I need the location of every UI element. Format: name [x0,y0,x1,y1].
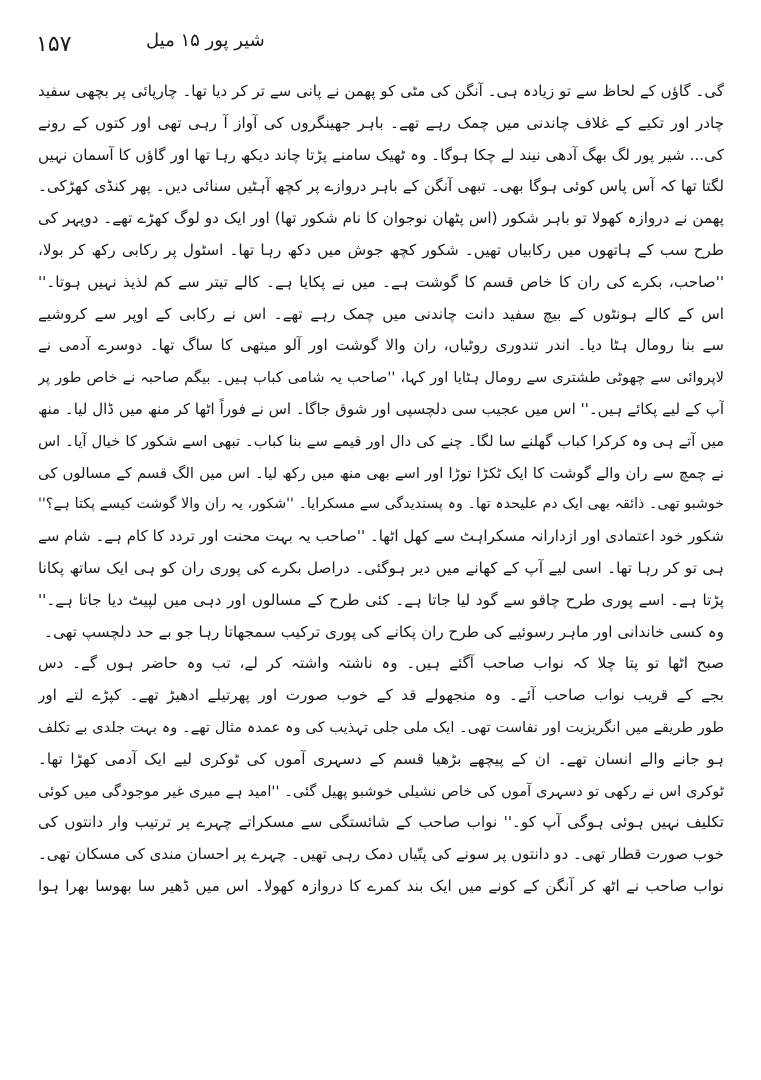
text-line: خوب صورت قطار تھی۔ دو دانتوں پر سونے کی پتّیاں دمک رہی تھیں۔ چہرے پر احسان مندی کی مسکان تھی۔ [38,845,724,864]
text-line: طور طریقے میں انگریزیت اور نفاست تھی۔ ایک ملی جلی تہذیب کی وہ عمدہ مثال تھے۔ وہ بہت جلدی بے تکلف [38,718,724,736]
text-line: ''صاحب، بکرے کی ران کا خاص قسم کا گوشت ہے۔ میں نے پکایا ہے۔ کالے تیتر سے کم لذیذ نہیں ہوتا۔'' [38,272,724,291]
text-line: کی... شیر پور لگ بھگ آدھی نیند لے چکا ہوگا۔ وہ ٹھیک سامنے پڑتا چاند دیکھ رہا تھا اور گاؤں کا آسمان نہیں [38,145,724,164]
text-line: سے بنا رومال ہٹا دیا۔ اندر تندوری روٹیاں، ران والا گوشت اور آلو میتھی کا ساگ تھا۔ دوسرے آدمی نے [38,336,724,355]
text-line: طرح سب کے ہاتھوں میں رکابیاں تھیں۔ شکور کچھ جوش میں دکھ رہا تھا۔ اسٹول پر رکابی رکھ کر بولا، [38,240,724,259]
page-header [34,30,727,60]
text-line: چادر اور تکیے کے غلاف چاندنی میں چمک رہے تھے۔ باہر جھینگروں کی آواز آ رہی تھی اور کتوں کے رونے [38,113,724,132]
text-line: ہو جانے والے انسان تھے۔ ان کے پیچھے بڑھیا قسم کے دسہری آموں کی ٹوکری لیے ایک آدمی کھڑا تھا۔ [38,749,724,768]
text-line: پھمن نے دروازہ کھولا تو باہر شکور (اس پٹھان نوجوان کا نام شکور تھا) اور ایک دو لوگ کھڑے تھے۔ دوپہر کی [38,209,724,228]
text-line: بجے کے قریب نواب صاحب آئے۔ وہ منجھولے قد کے خوب صورت اور پھرتیلے ادھیڑ تھے۔ کپڑے لتے اور [38,686,724,705]
text-line: ہی تو کر رہا تھا۔ اسی لیے آپ کے کھانے میں دیر ہوگئی۔ دراصل بکرے کی پوری ران کو ہی ایک ساتھ پکانا [38,558,724,577]
text-line: تکلیف نہیں ہوئی ہوگی آپ کو۔'' نواب صاحب کے شائستگی سے مسکراتے چہرے پر ترتیب وار دانتوں کی [38,813,724,832]
text-line: نواب صاحب نے اٹھ کر آنگن کے کونے میں ایک بند کمرے کا دروازہ کھولا۔ اس میں ڈھیر سا بھوسا بھرا ہوا [38,876,724,895]
text-line: شکور خود اعتمادی اور ازدارانہ مسکراہٹ سے کھل اٹھا۔ ''صاحب یہ بہت محنت اور تردد کا کام ہے۔ شام سے [38,527,724,546]
text-line: پڑتا ہے۔ اسے پوری طرح چاقو سے گود لیا جاتا ہے۔ کئی طرح کے مسالوں اور دہی میں لپیٹ دیا جاتا ہے۔'' [38,590,724,609]
text-line: وہ کسی خاندانی اور ماہر رسوئیے کی طرح ران پکانے کی پوری ترکیب سمجھاتا رہا جو بے حد دلچسپ تھی۔ [44,622,724,641]
body-text [38,76,724,903]
text-line: ٹوکری اس نے رکھی تو دسہری آموں کی خاص نشیلی خوشبو پھیل گئی۔ ''امید ہے میری غیر موجودگی میں کوئی [38,782,724,800]
page-number: ۱۵۷ [36,32,72,57]
text-line: اس کے کالے ہونٹوں کے بیچ سفید دانت چاندنی میں چمک رہے تھے۔ اس نے رکابی کے اوپر سے کروشیے [38,304,724,323]
text-line: لاپروائی سے چھوٹی طشتری سے رومال ہٹایا اور کہا، ''صاحب یہ شامی کباب ہیں۔ بیگم صاحبہ نے خاص طور پر [38,369,724,387]
text-line: صبح اٹھا تو پتا چلا کہ نواب صاحب آگئے ہیں۔ وہ ناشتہ واشتہ کر لے، تب وہ حاضر ہوں گے۔ دس [38,654,724,673]
text-line: خوشبو تھی۔ ذائقہ بھی ایک دم علیحدہ تھا۔ وہ پسندیدگی سے مسکرایا۔ ''شکور، یہ ران والا گوشت کیسے پکتا ہے؟'' [38,496,724,513]
text-line: آپ کے لیے پکائے ہیں۔'' اس میں عجیب سی دلچسپی اور شوق جاگا۔ اس نے فوراً اٹھا کر منھ میں ڈال لیا۔ منھ [38,399,724,418]
running-title: شیر پور ۱۵ میل [146,30,265,51]
text-line: گی۔ گاؤں کے لحاظ سے تو زیادہ ہی۔ آنگن کی مٹی کو پھمن نے پانی سے تر کر دیا تھا۔ چارپائی پر بچھی سفید [38,82,724,100]
text-line: لگتا تھا کہ آس پاس کوئی ہوگا بھی۔ تبھی آنگن کے باہر دروازے پر کچھ آہٹیں سنائی دیں۔ پھر کنڈی کھڑکی۔ [38,177,724,196]
text-line: میں آتے ہی وہ کرکرا کباب گھلنے سا لگا۔ چنے کی دال اور قیمے سے بنا کباب۔ تبھی اسے شکور کا خیال آیا۔ اس [38,432,724,450]
text-line: نے چمچ سے ران والے گوشت کا ایک ٹکڑا توڑا اور اسے بھی منھ میں رکھ لیا۔ اس میں الگ قسم کے مسالوں کی [38,464,724,482]
